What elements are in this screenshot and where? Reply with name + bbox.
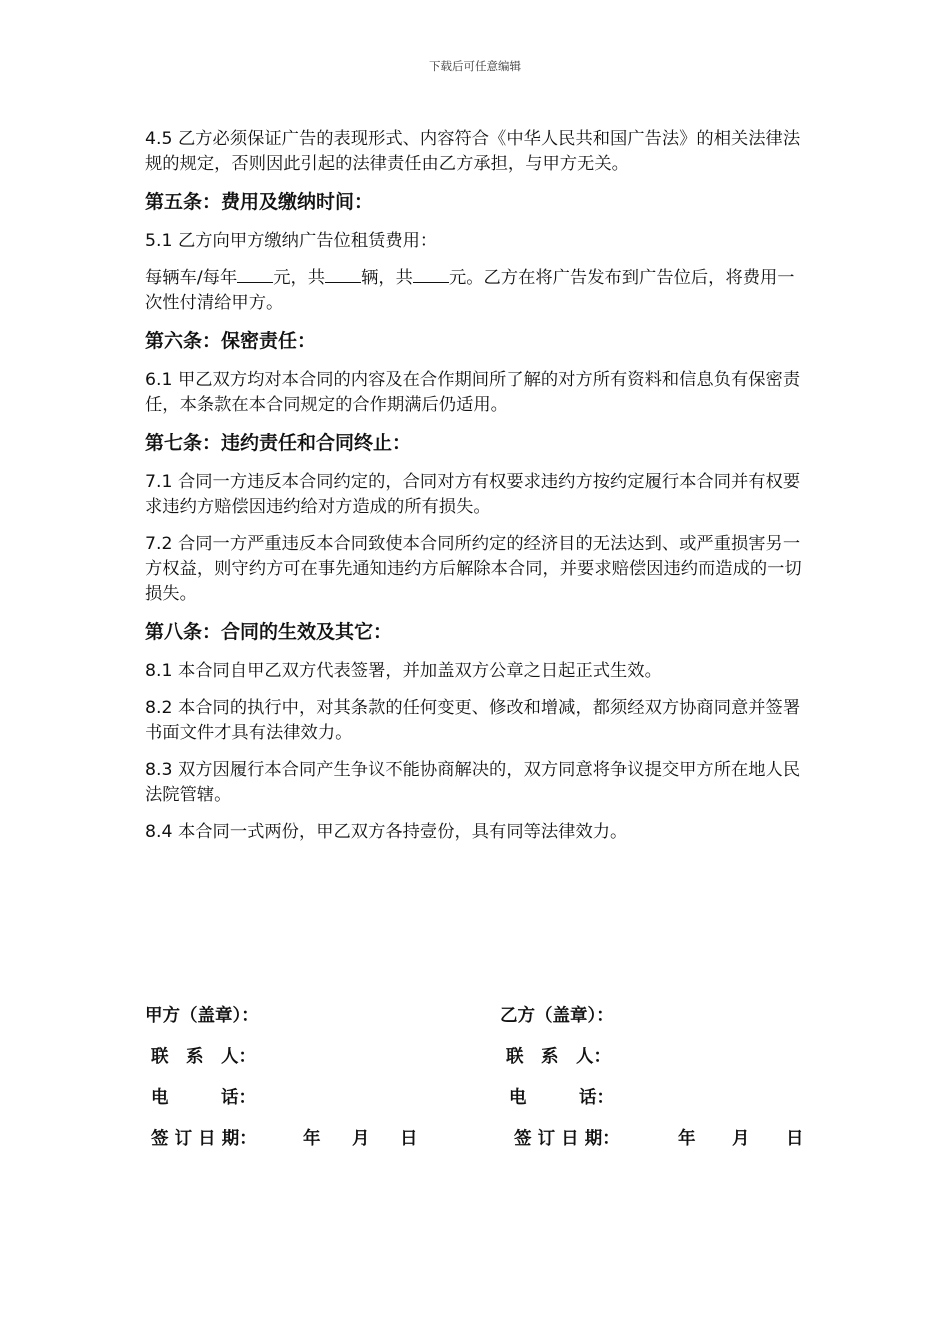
party-a-contact-label: 联 系 人： [151,1047,256,1067]
party-b-date-month: 月 [732,1129,750,1149]
party-b-date-year: 年 [678,1129,696,1149]
clause-4-5: 4.5 乙方必须保证广告的表现形式、内容符合《中华人民共和国广告法》的相关法律法规的规定，否则因此引起的法律责任由乙方承担，与甲方无关。 [145,129,801,174]
party-a-phone-label: 电 话： [151,1088,256,1108]
vehicle-count-blank [325,266,361,283]
fee-text-a: 每辆车/每年 [145,268,238,288]
party-b-phone-label: 电 话： [509,1088,614,1108]
clause-5-1: 5.1 乙方向甲方缴纳广告位租赁费用： [145,231,438,251]
contract-body [145,127,810,857]
clause-7-1: 7.1 合同一方违反本合同约定的，合同对方有权要求违约方按约定履行本合同并有权要求违约方赔偿因违约给对方造成的所有损失。 [145,472,801,517]
page-header: 下载后可任意编辑 [429,59,521,73]
party-a-date-year: 年 [303,1129,321,1149]
party-a-date-day: 日 [400,1129,418,1149]
fee-text-c: 辆，共 [361,268,413,288]
clause-8-2: 8.2 本合同的执行中，对其条款的任何变更、修改和增减，都须经双方协商同意并签署书面文件才具有法律效力。 [145,698,801,743]
total-amount-blank [413,266,449,283]
clause-8-1: 8.1 本合同自甲乙双方代表签署，并加盖双方公章之日起正式生效。 [145,661,662,681]
fee-clause [145,266,810,316]
party-a-seal-label: 甲方（盖章）： [145,1006,259,1026]
party-a-date-month: 月 [352,1129,370,1149]
party-b-date-day: 日 [786,1129,804,1149]
fee-text-d: 元。乙方在将广告发布到广告位后，将费用一次性付清给甲方。 [145,268,795,313]
article-6-heading: 第六条：保密责任： [145,330,317,352]
party-b-date-label: 签 订 日 期： [514,1129,620,1149]
article-7-heading: 第七条：违约责任和合同终止： [145,432,412,454]
party-b-seal-label: 乙方（盖章）： [500,1006,614,1026]
fee-text-b: 元，共 [273,268,326,288]
party-b-contact-label: 联 系 人： [506,1047,611,1067]
clause-7-2: 7.2 合同一方严重违反本合同致使本合同所约定的经济目的无法达到、或严重损害另一方权益，则守约方可在事先通知违约方后解除本合同，并要求赔偿因违约而造成的一切损失。 [145,534,802,604]
clause-6-1: 6.1 甲乙双方均对本合同的内容及在合作期间所了解的对方所有资料和信息负有保密责任，本条款在本合同规定的合作期满后仍适用。 [145,370,801,415]
article-5-heading: 第五条：费用及缴纳时间： [145,191,374,213]
fee-amount-blank [237,266,273,283]
clause-8-3: 8.3 双方因履行本合同产生争议不能协商解决的，双方同意将争议提交甲方所在地人民法院管辖。 [145,760,801,805]
article-8-heading: 第八条：合同的生效及其它： [145,621,393,643]
clause-8-4: 8.4 本合同一式两份，甲乙双方各持壹份，具有同等法律效力。 [145,822,628,842]
party-a-date-label: 签 订 日 期： [151,1129,257,1149]
